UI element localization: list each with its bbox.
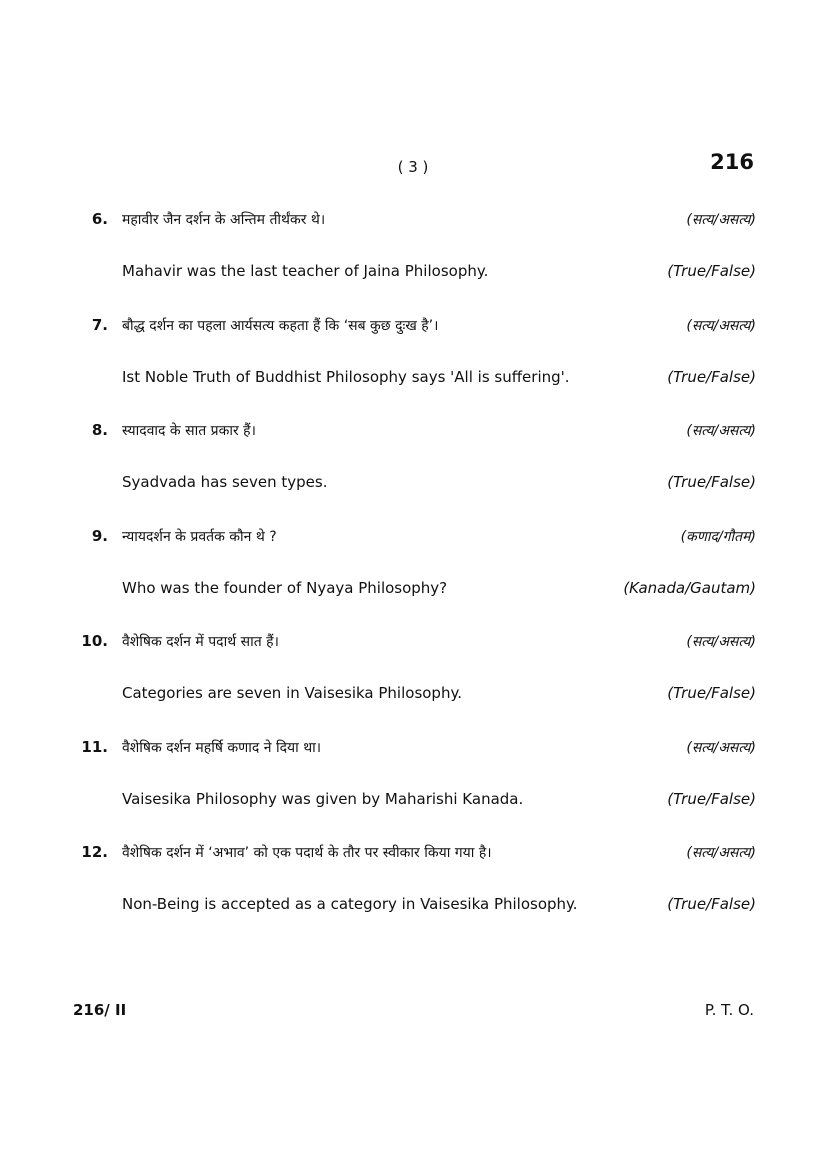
question-11 <box>72 735 756 815</box>
question-7 <box>72 313 756 393</box>
question-9 <box>72 524 756 604</box>
question-hindi-text: महावीर जैन दर्शन के अन्तिम तीर्थंकर थे। <box>122 212 326 228</box>
question-english-line <box>72 576 756 602</box>
question-12 <box>72 840 756 920</box>
question-english-line <box>72 787 756 813</box>
question-number: 6. <box>91 210 108 228</box>
answer-options-english: (True/False) <box>667 262 756 280</box>
question-english-text: Non-Being is accepted as a category in Vaisesika Philosophy. <box>122 895 578 913</box>
question-6 <box>72 207 756 287</box>
question-number: 7. <box>91 316 108 334</box>
answer-options-english: (True/False) <box>667 684 756 702</box>
question-english-text: Syadvada has seven types. <box>122 473 328 491</box>
question-english-text: Ist Noble Truth of Buddhist Philosophy says 'All is suffering'. <box>122 368 570 386</box>
question-english-line <box>72 892 756 918</box>
question-hindi-text: वैशेषिक दर्शन में ‘अभाव’ को एक पदार्थ के तौर पर स्वीकार किया गया है। <box>122 845 492 861</box>
question-hindi-line <box>72 840 756 866</box>
question-number: 8. <box>91 421 108 439</box>
question-english-line <box>72 470 756 496</box>
page-number: ( 3 ) <box>397 158 429 176</box>
question-hindi-line <box>72 524 756 550</box>
answer-options-hindi: (सत्य/असत्य) <box>686 212 756 228</box>
answer-options-english: (True/False) <box>667 895 756 913</box>
question-hindi-text: बौद्ध दर्शन का पहला आर्यसत्य कहता हैं कि ‘सब कुछ दुःख है’। <box>122 318 439 334</box>
answer-options-hindi: (सत्य/असत्य) <box>686 423 756 439</box>
question-hindi-text: वैशेषिक दर्शन महर्षि कणाद ने दिया था। <box>122 740 322 756</box>
answer-options-english: (True/False) <box>667 790 756 808</box>
paper-code: 216 <box>710 150 754 174</box>
answer-options-hindi: (सत्य/असत्य) <box>686 634 756 650</box>
question-english-line <box>72 259 756 285</box>
answer-options-hindi: (सत्य/असत्य) <box>686 318 756 334</box>
question-10 <box>72 629 756 709</box>
question-english-line <box>72 365 756 391</box>
question-hindi-line <box>72 629 756 655</box>
question-number: 11. <box>81 738 108 756</box>
answer-options-english: (Kanada/Gautam) <box>623 579 756 597</box>
answer-options-hindi: (सत्य/असत्य) <box>686 740 756 756</box>
question-hindi-line <box>72 418 756 444</box>
footer-pto: P. T. O. <box>704 1001 754 1019</box>
answer-options-hindi: (सत्य/असत्य) <box>686 845 756 861</box>
question-english-text: Categories are seven in Vaisesika Philosophy. <box>122 684 462 702</box>
answer-options-english: (True/False) <box>667 473 756 491</box>
question-number: 9. <box>91 527 108 545</box>
question-hindi-line <box>72 735 756 761</box>
question-hindi-text: न्यायदर्शन के प्रवर्तक कौन थे ? <box>122 529 277 545</box>
answer-options-english: (True/False) <box>667 368 756 386</box>
question-english-text: Who was the founder of Nyaya Philosophy? <box>122 579 448 597</box>
question-hindi-text: वैशेषिक दर्शन में पदार्थ सात हैं। <box>122 634 279 650</box>
question-number: 10. <box>81 632 108 650</box>
question-hindi-text: स्यादवाद के सात प्रकार हैं। <box>122 423 256 439</box>
question-number: 12. <box>81 843 108 861</box>
question-english-text: Mahavir was the last teacher of Jaina Philosophy. <box>122 262 489 280</box>
question-english-line <box>72 681 756 707</box>
question-8 <box>72 418 756 498</box>
question-hindi-line <box>72 313 756 339</box>
footer-paper-code: 216/ II <box>73 1001 127 1019</box>
answer-options-hindi: (कणाद/गौतम) <box>680 529 756 545</box>
question-english-text: Vaisesika Philosophy was given by Maharishi Kanada. <box>122 790 524 808</box>
question-hindi-line <box>72 207 756 233</box>
